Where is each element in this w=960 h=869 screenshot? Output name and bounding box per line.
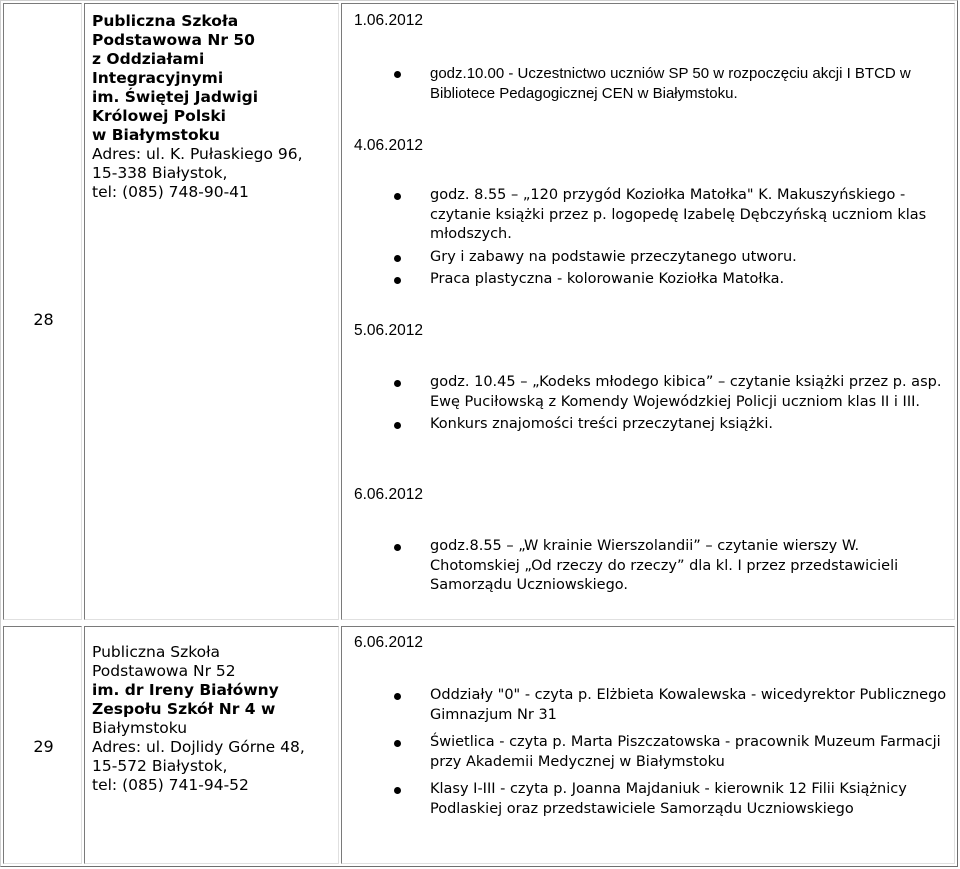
event-item: Świetlica - czyta p. Marta Piszczatowska - pracownik Muzeum Farmacji przy Akademii Medycznej w Białymstoku <box>394 733 950 772</box>
event-items <box>394 686 950 819</box>
event-item: Oddziały "0" - czyta p. Elżbieta Kowalewska - wicedyrektor Publicznego Gimnazjum Nr 31 <box>394 686 950 725</box>
event-items <box>394 64 950 103</box>
school-info <box>92 12 303 202</box>
school-name-line: im. dr Ireny Białówny <box>92 681 279 699</box>
event-date: 1.06.2012 <box>354 12 423 29</box>
school-address-line: tel: (085) 741-94-52 <box>92 776 249 794</box>
event-items <box>394 373 950 435</box>
events-cell <box>341 626 955 864</box>
school-name-line: Podstawowa Nr 52 <box>92 662 236 680</box>
event-date: 6.06.2012 <box>354 634 423 651</box>
school-address-line: tel: (085) 748-90-41 <box>92 183 249 201</box>
table-row <box>3 626 955 864</box>
school-address-line: 15-338 Białystok, <box>92 164 228 182</box>
school-name-line: Podstawowa Nr 50 <box>92 31 255 49</box>
school-name-line: Królowej Polski <box>92 107 226 125</box>
school-address-line: Adres: ul. K. Pułaskiego 96, <box>92 145 303 163</box>
school-cell <box>84 626 339 864</box>
school-name-line: Integracyjnymi <box>92 69 224 87</box>
school-info <box>92 643 305 795</box>
row-number-cell <box>3 3 82 620</box>
school-cell <box>84 3 339 620</box>
event-item: godz.10.00 - Uczestnictwo uczniów SP 50 w rozpoczęciu akcji I BTCD w Bibliotece Pedagogicznej CEN w Białymstoku. <box>394 64 950 103</box>
events-cell <box>341 3 955 620</box>
school-name-line: im. Świętej Jadwigi <box>92 88 259 106</box>
event-item: godz. 8.55 – „120 przygód Koziołka Matołka" K. Makuszyńskiego - czytanie książki przez p. logopedę Izabelę Dębczyńską uczniom klas młodszych. <box>394 186 950 245</box>
event-item: Konkurs znajomości treści przeczytanej książki. <box>394 415 950 435</box>
event-item: Gry i zabawy na podstawie przeczytanego utworu. <box>394 248 950 268</box>
event-items <box>394 537 950 596</box>
row-number: 29 <box>33 737 54 756</box>
event-item: godz.8.55 – „W krainie Wierszolandii” – czytanie wierszy W. Chotomskiej „Od rzeczy do rzeczy” dla kl. I przez przedstawicieli Samorządu Uczniowskiego. <box>394 537 950 596</box>
event-item: godz. 10.45 – „Kodeks młodego kibica” – czytanie książki przez p. asp. Ewę Puciłowską z Komendy Wojewódzkiej Policji uczniom klas II i III. <box>394 373 950 412</box>
row-number: 28 <box>33 310 54 329</box>
school-name-line: Publiczna Szkoła <box>92 12 239 30</box>
school-name-line: Zespołu Szkół Nr 4 w <box>92 700 276 718</box>
school-address-line: Adres: ul. Dojlidy Górne 48, <box>92 738 305 756</box>
school-name-line: w Białymstoku <box>92 126 220 144</box>
event-item: Praca plastyczna - kolorowanie Koziołka Matołka. <box>394 270 950 290</box>
event-date: 6.06.2012 <box>354 486 423 503</box>
event-items <box>394 186 950 290</box>
row-number-cell <box>3 626 82 864</box>
school-name-line: Publiczna Szkoła <box>92 643 221 661</box>
school-name-line: z Oddziałami <box>92 50 205 68</box>
event-date: 5.06.2012 <box>354 322 423 339</box>
event-date: 4.06.2012 <box>354 137 423 154</box>
event-item: Klasy I-III - czyta p. Joanna Majdaniuk - kierownik 12 Filii Książnicy Podlaskiej oraz przedstawiciele Samorządu Uczniowskiego <box>394 780 950 819</box>
school-address-line: 15-572 Białystok, <box>92 757 228 775</box>
school-name-line: Białymstoku <box>92 719 188 737</box>
table-row <box>3 3 955 620</box>
